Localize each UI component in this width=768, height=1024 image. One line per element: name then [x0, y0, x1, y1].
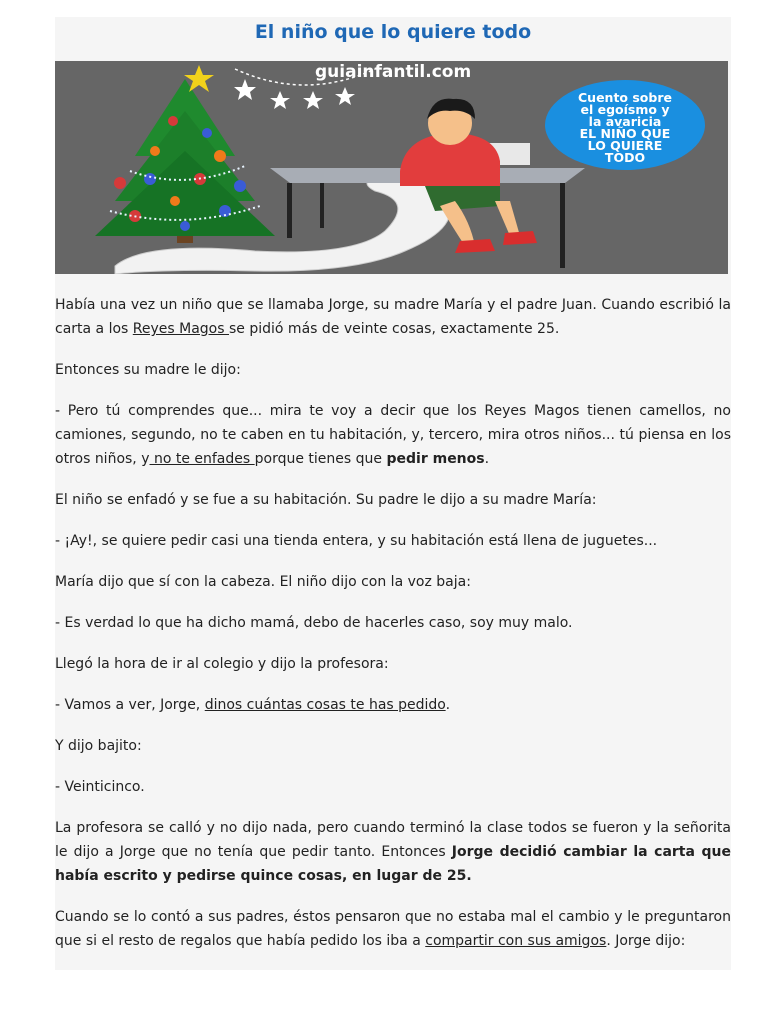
paragraph: Cuando se lo contó a sus padres, éstos pensaron que no estaba mal el cambio y le preguntaron que si el resto de regalos que había pedido los iba a compartir con sus amigos. Jorge dijo:	[55, 909, 731, 949]
bold-text: Jorge decidió cambiar la carta que había escrito y pedirse quince cosas, en lugar de 25.	[55, 844, 731, 884]
bold-text: pedir menos	[386, 451, 485, 467]
svg-text:EL NIÑO QUE: EL NIÑO QUE	[579, 126, 671, 141]
cuantas-cosas-link[interactable]: dinos cuántas cosas te has pedido	[204, 697, 446, 713]
paragraph: María dijo que sí con la cabeza. El niño dijo con la voz baja:	[55, 574, 471, 590]
paragraph: La profesora se calló y no dijo nada, pero cuando terminó la clase todos se fueron y la señorita le dijo a Jorge que no tenía que pedir tanto. Entonces Jorge decidió cambiar la carta que había escrito y pedirse quince cosas, en lugar de 25.	[55, 820, 731, 884]
paragraph: - Es verdad lo que ha dicho mamá, debo de hacerles caso, soy muy malo.	[55, 615, 573, 631]
paragraph: Y dijo bajito:	[55, 738, 142, 754]
story-body	[55, 293, 731, 970]
paragraph: Llegó la hora de ir al colegio y dijo la profesora:	[55, 656, 389, 672]
svg-text:la avaricia: la avaricia	[588, 114, 662, 129]
reyes-magos-link[interactable]: Reyes Magos	[132, 321, 229, 337]
paragraph: Había una vez un niño que se llamaba Jorge, su madre María y el padre Juan. Cuando escribió la carta a los Reyes Magos se pidió más de veinte cosas, exactamente 25.	[55, 297, 731, 337]
no-te-enfades-link[interactable]: no te enfades	[149, 451, 255, 467]
paragraph: Entonces su madre le dijo:	[55, 362, 241, 378]
compartir-link[interactable]: compartir con sus amigos	[425, 933, 607, 949]
story-illustration	[55, 61, 728, 274]
svg-text:el egoísmo y: el egoísmo y	[580, 102, 670, 117]
svg-text:LO QUIERE: LO QUIERE	[587, 138, 663, 153]
paragraph: - ¡Ay!, se quiere pedir casi una tienda entera, y su habitación está llena de juguetes...	[55, 533, 658, 549]
svg-text:TODO: TODO	[604, 150, 646, 165]
paragraph: - Veinticinco.	[55, 779, 145, 795]
page-title: El niño que lo quiere todo	[254, 21, 532, 43]
paragraph: - Vamos a ver, Jorge, dinos cuántas cosas te has pedido.	[55, 697, 451, 713]
paragraph: - Pero tú comprendes que... mira te voy a decir que los Reyes Magos tienen camellos, no camiones, segundo, no te caben en tu habitación, y, tercero, mira otros niños... tú piensa en los otros niños, y no te enfades porque tienes que pedir menos.	[55, 403, 731, 467]
svg-text:Cuento sobre: Cuento sobre	[578, 90, 672, 105]
document-page	[55, 17, 731, 970]
paragraph: El niño se enfadó y se fue a su habitación. Su padre le dijo a su madre María:	[55, 492, 597, 508]
site-logo: guiainfantil.com	[315, 62, 472, 82]
